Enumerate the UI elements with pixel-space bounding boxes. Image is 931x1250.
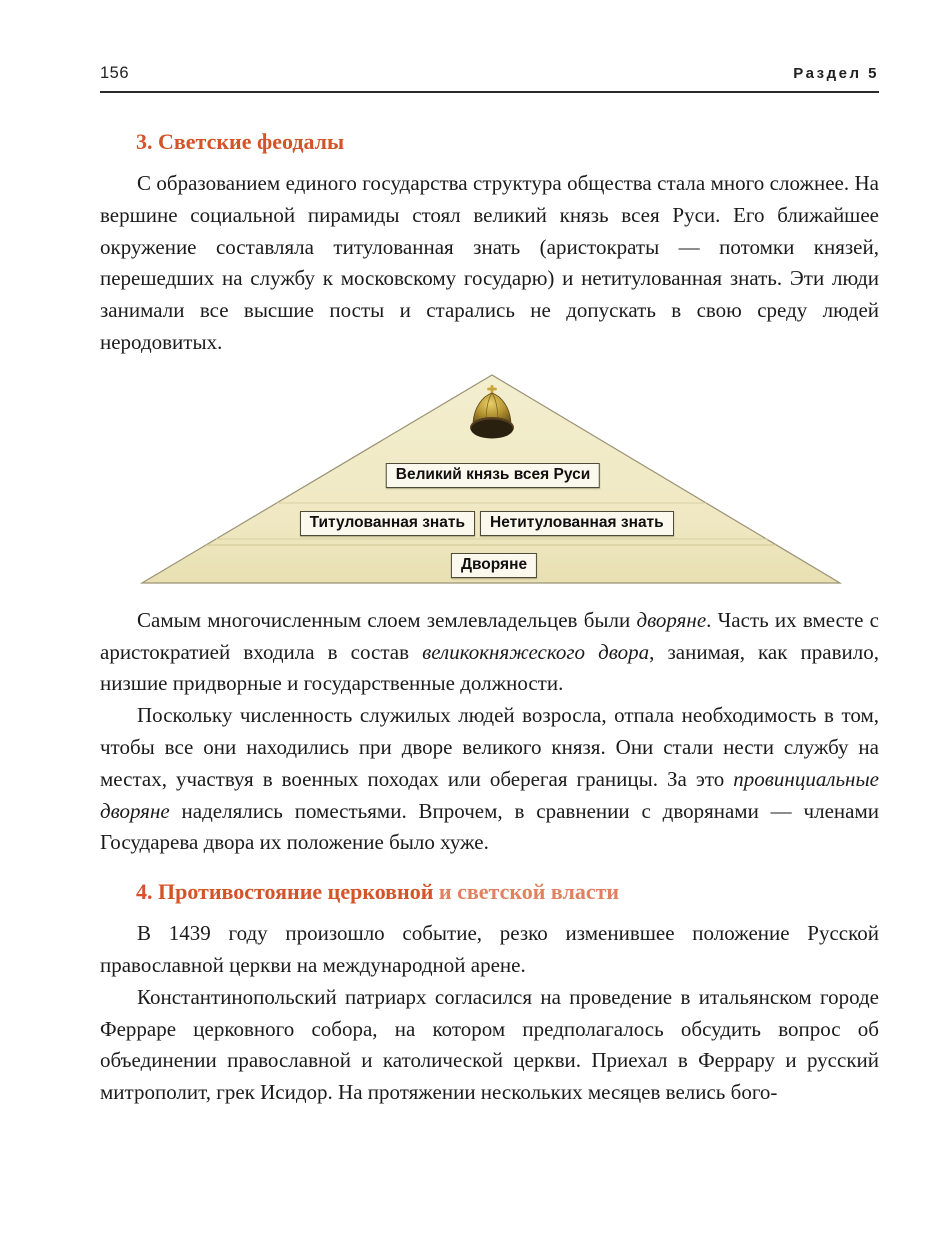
paragraph-4: В 1439 году произошло событие, резко изменившее положение Русской православной церкви на международной арене. xyxy=(100,921,879,977)
pyramid-label-untitled-nobility: Нетитулованная знать xyxy=(480,511,674,536)
heading-tail-part: и светской власти xyxy=(433,879,620,905)
pyramid-label-grand-prince: Великий князь всея Руси xyxy=(386,463,600,488)
text-run-italic: дворяне xyxy=(636,607,707,632)
paragraph-1: С образованием единого государства структура общества стала много сложнее. На вершине социальной пирамиды стоял великий князь всея Руси. Его ближайшее окружение составляла титулованная знать (аристократы — потомки князей, перешедших на службу к московскому государю) и нетитулованная знать. Эти люди занимали все высшие посты и старались не допускать в свою среду людей неродовитых. xyxy=(100,171,879,354)
heading-church-vs-secular xyxy=(100,877,879,906)
text-run-italic: великокняжеского двора xyxy=(422,639,650,664)
text-run: наделялись поместьями. Впрочем, в сравнении с дворянами — членами Государева двора их положение было хуже. xyxy=(100,798,879,855)
paragraph-5: Константинопольский патриарх согласился на проведение в итальянском городе Ферраре церковного собора, на котором предполагалось обсудить вопрос об объединении православной и католической церкви. Приехал в Феррару и русский митрополит, грек Исидор. На протяжении нескольких месяцев велись бого- xyxy=(100,984,879,1105)
text-run: . Часть их вместе с аристократией входила в состав xyxy=(100,607,879,664)
page-number: 156 xyxy=(100,64,130,82)
social-pyramid-diagram xyxy=(100,371,879,597)
heading-main-part: 4. Противостояние церковной xyxy=(136,879,434,905)
header-rule xyxy=(100,91,879,93)
paragraph-3 xyxy=(100,700,879,859)
pyramid-label-dvoryane: Дворяне xyxy=(451,553,537,578)
monomakh-cap-icon xyxy=(461,383,523,445)
text-run: , занимая, как правило, низшие придворные и государственные должности. xyxy=(100,639,879,696)
text-run: Самым многочисленным слоем землевладельцев были xyxy=(137,607,637,632)
paragraph-2 xyxy=(100,605,879,700)
heading-secular-feudals: 3. Светские феодалы xyxy=(136,129,345,154)
pyramid-label-titled-nobility: Титулованная знать xyxy=(300,511,475,536)
text-run: Поскольку численность служилых людей возросла, отпала необходимость в том, чтобы все они находились при дворе великого князя. Они стали нести службу на местах, участвуя в военных походах или оберегая границы. За это xyxy=(100,703,879,791)
text-run-italic: провинциальные дворяне xyxy=(100,766,879,823)
page-header xyxy=(100,64,879,83)
section-label: Раздел 5 xyxy=(793,65,879,82)
